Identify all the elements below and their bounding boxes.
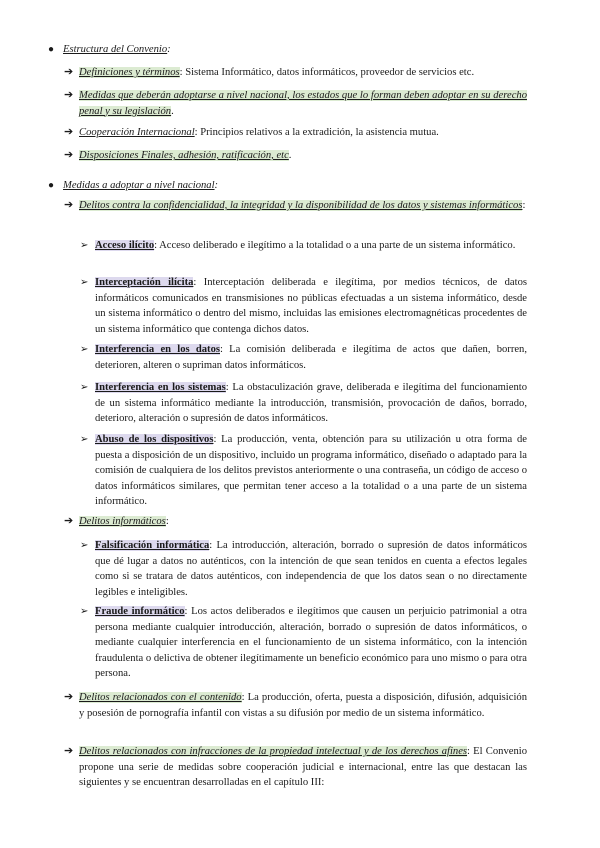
arrow-icon: ➔ bbox=[64, 515, 74, 527]
group-label: Delitos relacionados con infracciones de la propiedad intelectual y de los derechos afines bbox=[79, 746, 468, 757]
list-item bbox=[64, 125, 527, 141]
item-text: : Acceso deliberado e ilegítimo a la totalidad o a una parte de un sistema informático. bbox=[154, 240, 516, 251]
triangle-icon: ➢ bbox=[80, 277, 89, 288]
item-label: Disposiciones Finales, adhesión, ratificación, etc bbox=[79, 150, 289, 161]
triangle-icon: ➢ bbox=[80, 344, 89, 355]
arrow-icon: ➔ bbox=[64, 691, 74, 703]
item-text: . bbox=[171, 105, 174, 117]
item-text: : La producción, venta, obtención para su utilización u otra forma de puesta a disposición de un dispositivo, incluido un programa informático, diseñado o adaptado para la comisión de cualquiera de los delitos previstos anteriormente o una contraseña, un código de acceso o datos informáticos similares, que permitan tener acceso a la totalidad o a una parte de un sistema informático. bbox=[95, 434, 528, 507]
arrow-icon: ➔ bbox=[64, 66, 74, 78]
item-term: Interceptación ilícita bbox=[95, 277, 194, 288]
arrow-icon: ➔ bbox=[64, 199, 74, 211]
item-text: : La comisión deliberada e ilegítima de actos que dañen, borren, deterioren, alteren o supriman datos informáticos. bbox=[95, 344, 527, 371]
section-estructura bbox=[48, 42, 528, 58]
group-suffix: : bbox=[165, 516, 169, 527]
bullet-icon: ● bbox=[48, 180, 55, 191]
group-text: : El Convenio propone una serie de medidas sobre cooperación judicial e internacional, entre las que destacan las siguientes y se encuentran desarrolladas en el capítulo III: bbox=[79, 746, 528, 788]
group-heading bbox=[64, 198, 527, 214]
group-suffix: : bbox=[522, 200, 526, 211]
item-text: : Sistema Informático, datos informáticos, proveedor de servicios etc. bbox=[179, 67, 475, 78]
list-item bbox=[80, 275, 527, 337]
list-item bbox=[80, 238, 527, 254]
item-label: Medidas que deberán adoptarse a nivel nacional, los estados que lo forman deben adoptar en su derecho penal y su legislación bbox=[79, 90, 527, 117]
item-label: Definiciones y términos bbox=[79, 67, 180, 78]
list-item bbox=[80, 342, 527, 373]
section-title-suffix: : bbox=[214, 180, 219, 191]
arrow-icon: ➔ bbox=[64, 745, 74, 757]
group-heading bbox=[64, 514, 527, 530]
group-label: Delitos relacionados con el contenido bbox=[79, 692, 242, 703]
triangle-icon: ➢ bbox=[80, 434, 89, 445]
section-title-suffix: : bbox=[167, 44, 171, 55]
triangle-icon: ➢ bbox=[80, 382, 89, 393]
list-item bbox=[64, 148, 527, 164]
group-label: Delitos informáticos bbox=[79, 516, 166, 527]
group-label: Delitos contra la confidencialidad, la integridad y la disponibilidad de los datos y sistemas informáticos bbox=[79, 200, 523, 211]
triangle-icon: ➢ bbox=[80, 240, 89, 251]
item-term: Falsificación informática bbox=[95, 540, 210, 551]
group-heading bbox=[64, 690, 527, 721]
arrow-icon: ➔ bbox=[64, 149, 74, 161]
group-text: : La producción, oferta, puesta a disposición, difusión, adquisición y posesión de pornografía infantil con vistas a su difusión por medio de un sistema informático. bbox=[79, 692, 527, 719]
item-text: : La introducción, alteración, borrado o supresión de datos informáticos que dé lugar a datos no auténticos, con la intención de que sean tenidos en cuenta a efectos legales como si se tratara de datos auténticos, con independencia de que los datos sean o no directamente legibles e inteligibles. bbox=[95, 540, 527, 598]
section-title: Medidas a adoptar a nivel nacional bbox=[63, 180, 215, 191]
section-medidas bbox=[48, 178, 528, 194]
list-item bbox=[80, 432, 527, 510]
list-item bbox=[80, 538, 527, 600]
item-text: . bbox=[288, 150, 292, 161]
group-heading bbox=[64, 744, 527, 791]
triangle-icon: ➢ bbox=[80, 540, 89, 551]
triangle-icon: ➢ bbox=[80, 606, 89, 617]
list-item bbox=[80, 380, 527, 427]
section-title: Estructura del Convenio bbox=[63, 44, 168, 55]
bullet-icon: ● bbox=[48, 44, 55, 55]
item-term: Acceso ilícito bbox=[95, 240, 155, 251]
arrow-icon: ➔ bbox=[64, 126, 74, 138]
list-item bbox=[80, 604, 527, 682]
item-text: : Principios relativos a la extradición, la asistencia mutua. bbox=[194, 127, 439, 138]
item-label: Cooperación Internacional bbox=[79, 127, 195, 138]
list-item bbox=[64, 65, 527, 81]
item-text: : La obstaculización grave, deliberada e ilegítima del funcionamiento de un sistema informático mediante la introducción, transmisión, provocación de daños, borrado, deterioro, alteración o supresión de datos informáticos. bbox=[95, 382, 527, 424]
list-item bbox=[64, 88, 527, 119]
item-text: : Los actos deliberados e ilegítimos que causen un perjuicio patrimonial a otra persona mediante cualquier introducción, alteración, borrado o supresión de datos informáticos, o mediante cualquier interferencia en el funcionamiento de un sistema informático, con la intención fraudulenta o delictiva de obtener ilegítimamente un beneficio económico para uno mismo o para otra persona. bbox=[95, 606, 527, 679]
item-term: Interferencia en los sistemas bbox=[95, 382, 226, 393]
item-text: : Interceptación deliberada e ilegítima, por medios técnicos, de datos informáticos comunicados en transmisiones no públicas efectuadas a un sistema informático, desde un sistema informático o dentro del mismo, incluidas las emisiones electromagnéticas procedentes de un sistema informático que contenga dichos datos. bbox=[95, 277, 527, 335]
item-term: Fraude informático bbox=[95, 606, 185, 617]
arrow-icon: ➔ bbox=[64, 89, 74, 101]
item-term: Abuso de los dispositivos bbox=[95, 434, 214, 445]
item-term: Interferencia en los datos bbox=[95, 344, 220, 355]
